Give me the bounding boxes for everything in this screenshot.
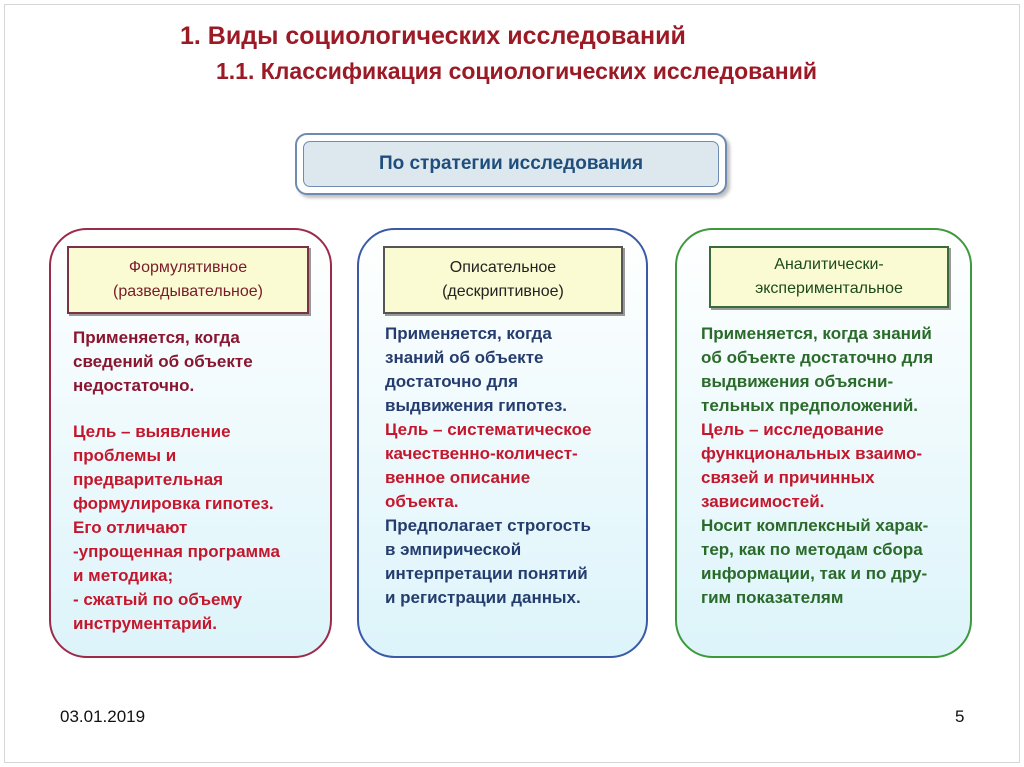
text-line: объекта. [385, 492, 459, 511]
text-line: Цель – исследование [701, 420, 884, 439]
text-line: недостаточно. [73, 376, 195, 395]
text-line: связей и причинных [701, 468, 875, 487]
label-line-2: (дескриптивное) [442, 283, 564, 300]
text-line: гим показателям [701, 588, 844, 607]
text-line: Его отличают [73, 518, 188, 537]
text-line: Цель – выявление [73, 422, 231, 441]
text-line: предварительная [73, 470, 224, 489]
text-line: и регистрации данных. [385, 588, 581, 607]
card-analytical [675, 228, 972, 658]
text-line: зависимостей. [701, 492, 825, 511]
text-line: Цель – систематическое [385, 420, 592, 439]
text-line: Применяется, когда [385, 324, 552, 343]
text-line: венное описание [385, 468, 531, 487]
text-line: об объекте достаточно для [701, 348, 934, 367]
card-descriptive-body [385, 322, 591, 610]
slide-subtitle: 1.1. Классификация социологических исследований [216, 58, 817, 84]
text-line: выдвижения объясни- [701, 372, 894, 391]
card-descriptive-label [383, 246, 623, 314]
text-line: Носит комплексный харак- [701, 516, 929, 535]
page-number: 5 [955, 707, 965, 726]
slide-title: 1. Виды социологических исследований [180, 22, 686, 50]
text-line: сведений об объекте [73, 352, 253, 371]
label-line-2: (разведывательное) [113, 283, 263, 300]
text-line: проблемы и [73, 446, 177, 465]
card-analytical-label [709, 246, 949, 308]
text-line: информации, так и по дру- [701, 564, 928, 583]
label-line-2: экспериментальное [755, 280, 903, 297]
text-line: интерпретации понятий [385, 564, 588, 583]
text-line: -упрощенная программа [73, 542, 280, 561]
text-line: достаточно для [385, 372, 519, 391]
card-descriptive [357, 228, 648, 658]
text-line: Применяется, когда знаний [701, 324, 932, 343]
text-line: функциональных взаимо- [701, 444, 923, 463]
text-line: Предполагает строгость [385, 516, 591, 535]
text-line: тер, как по методам сбора [701, 540, 923, 559]
card-formulative [49, 228, 332, 658]
text-line: знаний об объекте [385, 348, 544, 367]
text-line: и методика; [73, 566, 174, 585]
label-line-1: Аналитически- [774, 256, 884, 273]
strategy-box [295, 133, 727, 195]
card-formulative-label [67, 246, 309, 314]
card-formulative-body [73, 326, 280, 636]
card-analytical-body [701, 322, 933, 610]
slide-date: 03.01.2019 [60, 707, 146, 726]
text-line: выдвижения гипотез. [385, 396, 568, 415]
text-line: в эмпирической [385, 540, 522, 559]
text-line: инструментарий. [73, 614, 217, 633]
text-line: Применяется, когда [73, 328, 240, 347]
text-line: качественно-количест- [385, 444, 578, 463]
label-line-1: Формулятивное [128, 259, 248, 276]
label-line-1: Описательное [449, 259, 557, 276]
text-line: формулировка гипотез. [73, 494, 274, 513]
text-line: - сжатый по объему [73, 590, 243, 609]
text-line: тельных предположений. [701, 396, 919, 415]
strategy-label: По стратегии исследования [303, 141, 719, 187]
